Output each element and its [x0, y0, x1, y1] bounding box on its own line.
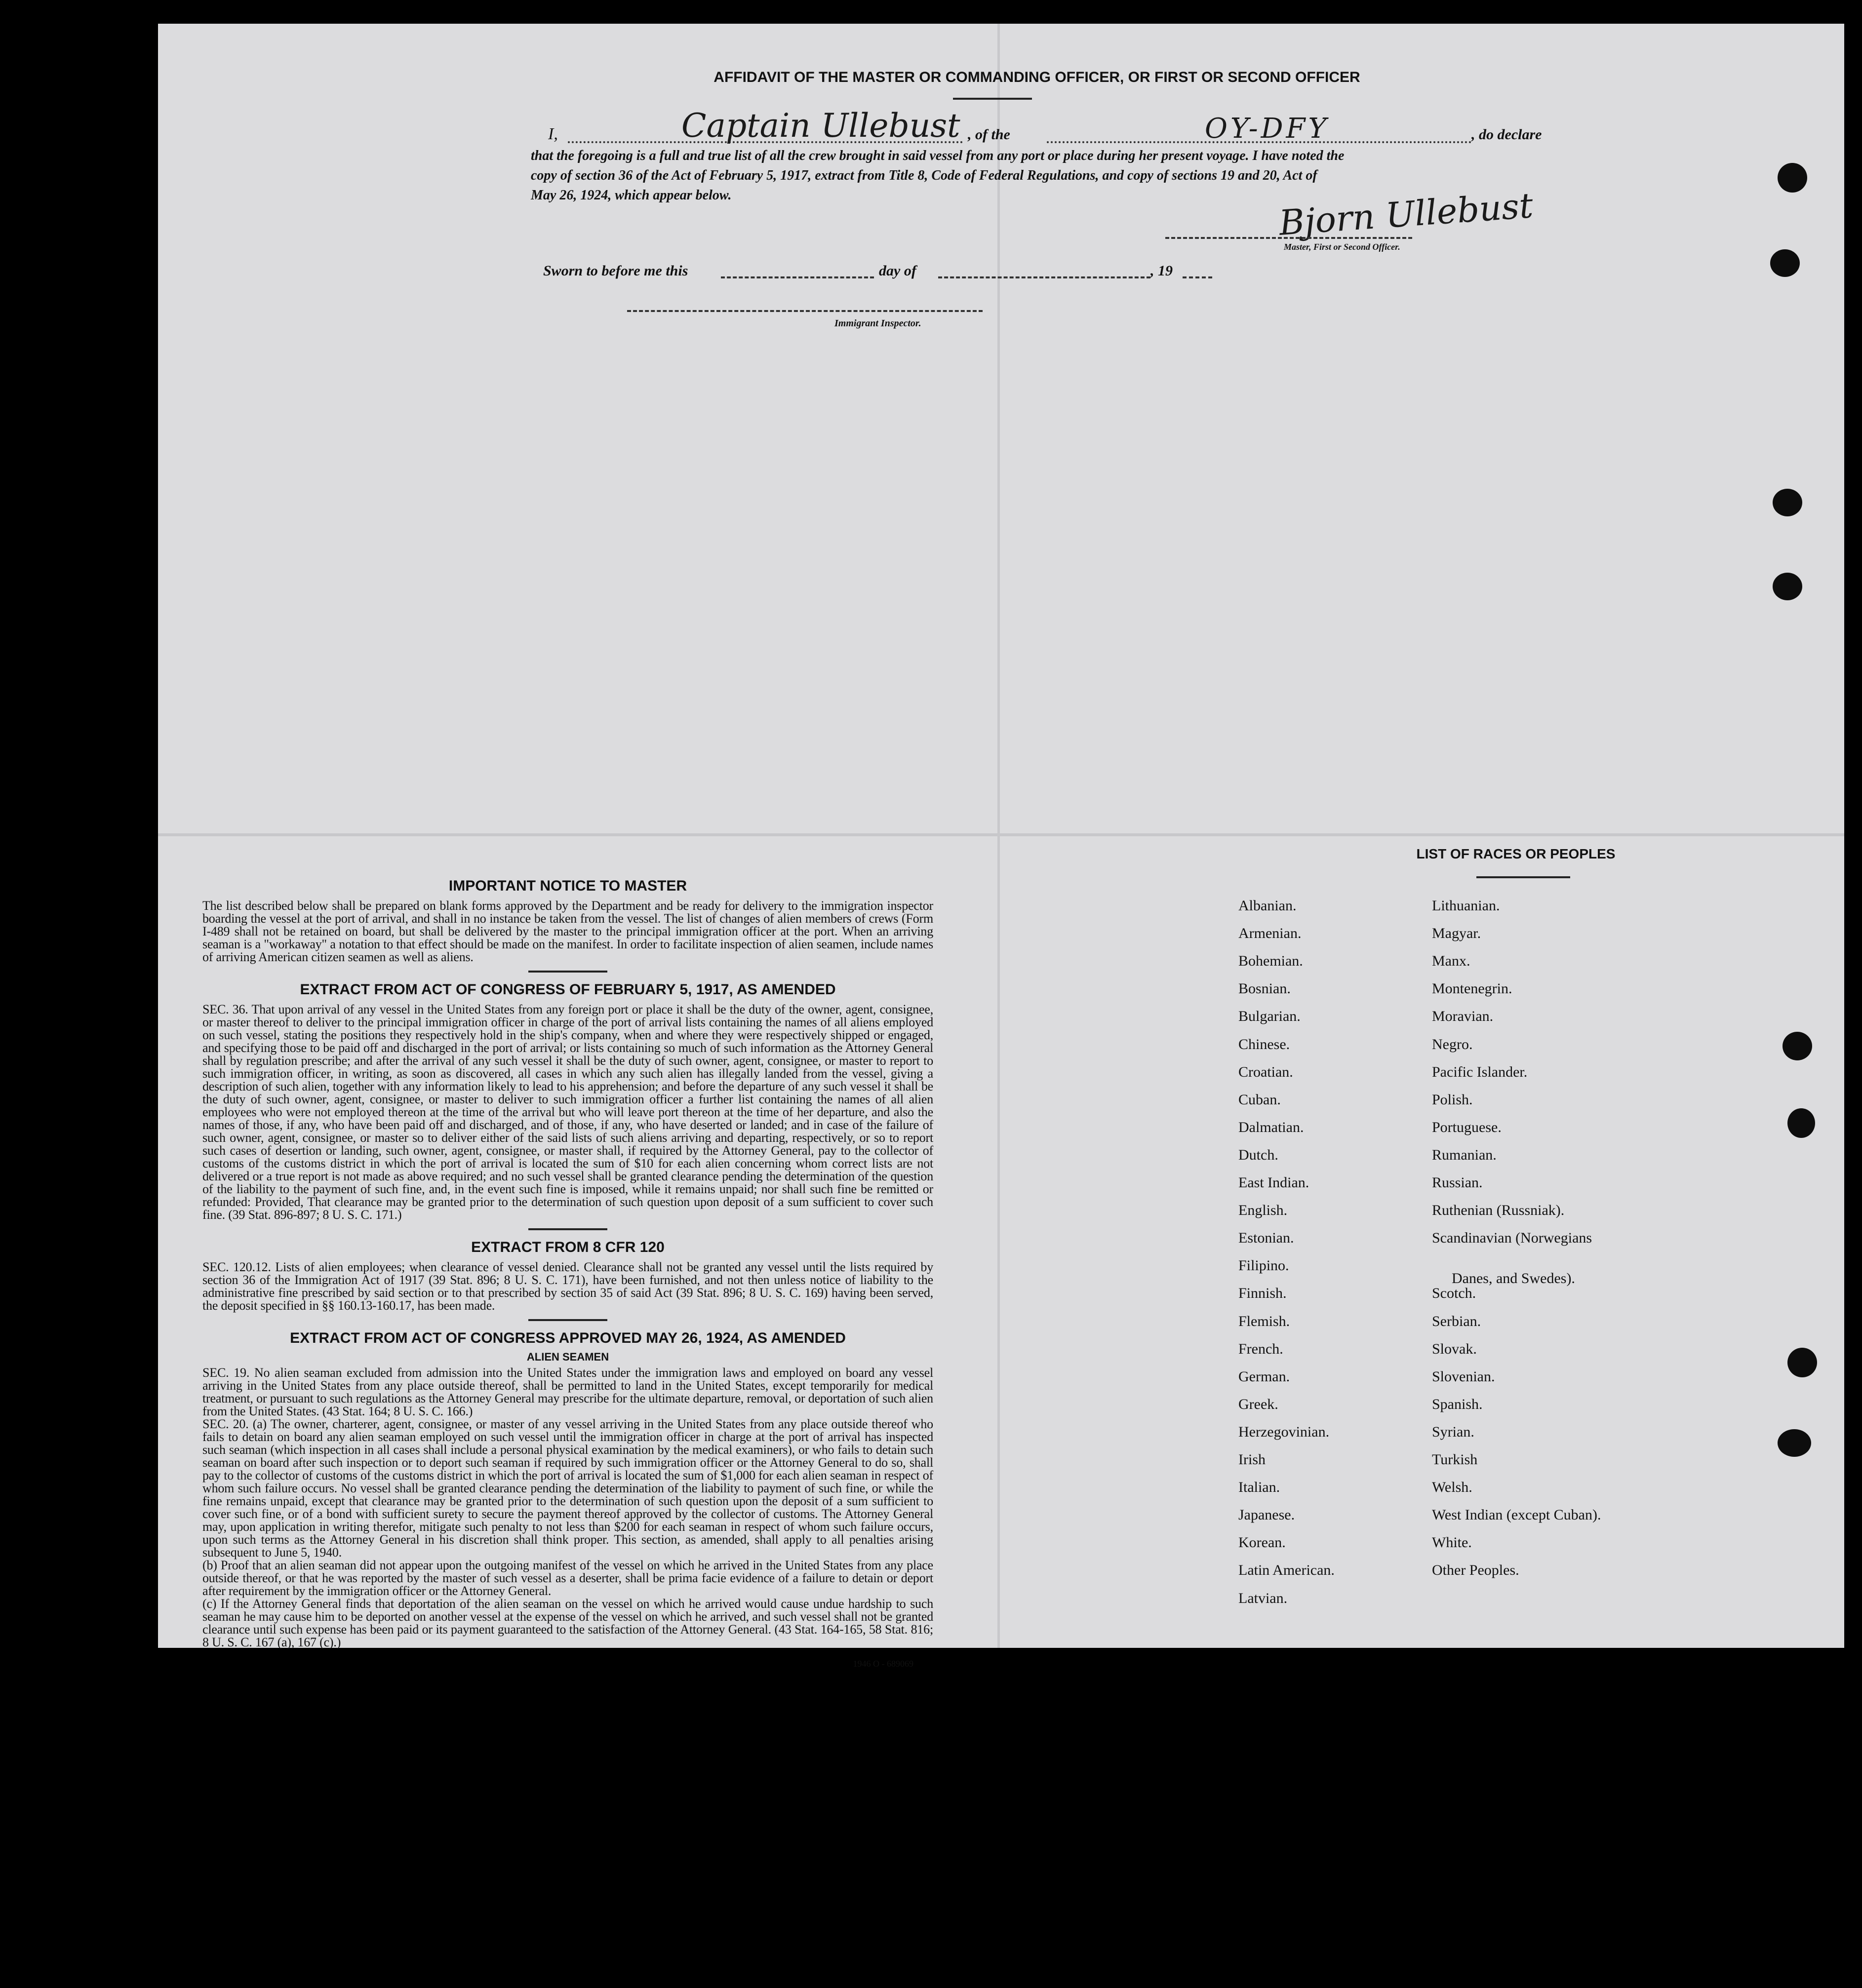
race-item: Montenegrin.: [1432, 980, 1512, 997]
race-item: Bosnian.: [1238, 980, 1291, 997]
sec20a-text: SEC. 20. (a) The owner, charterer, agent, consignee, or master of any vessel arriving in the United States from any place outside thereof who fails to detain on board any alien seaman employed on such vessel until the immigration officer in charge at the port of arrival has inspected such seaman (which inspection in all cases shall include a personal physical examination by the medical examiners), or who fails to detain such seaman on board after such inspection or to deport such seaman if required by such immigration officer or the Attorney General to do so, shall pay to the collector of customs of the customs district in which the port of arrival is located the sum of $1,000 for each alien seaman in respect of whom such failure occurs. No vessel shall be granted clearance pending the determination of the liability to payment of such fine, or while the fine remains unpaid, except that clearance may be granted prior to the determination of such question upon the deposit of a sum sufficient to cover such fine, or of a bond with sufficient surety to secure the payment thereof approved by the collector of customs. The Attorney General may, upon application in writing therefor, mitigate such penalty to not less than $200 for each seaman in respect of whom such failure occurs, upon such terms as the Attorney General in his discretion shall think proper. This section, as amended, shall apply to all penalties arising subsequent to June 5, 1940.: [202, 1417, 933, 1559]
year-label: , 19: [1150, 263, 1173, 279]
sworn-label: Sworn to before me this: [543, 263, 688, 279]
race-item: Magyar.: [1432, 925, 1481, 942]
do-declare-label: , do declare: [1471, 126, 1542, 143]
title-rule: [953, 98, 1032, 100]
race-item: Portuguese.: [1432, 1119, 1502, 1135]
binder-hole: [1787, 1348, 1817, 1377]
affidavit-line-4: May 26, 1924, which appear below.: [531, 188, 732, 203]
race-item: Other Peoples.: [1432, 1562, 1519, 1579]
notice-rule: [528, 971, 607, 973]
race-item: German.: [1238, 1368, 1290, 1385]
race-item: Herzegovinian.: [1238, 1423, 1330, 1440]
race-item: Scandinavian (Norwegians: [1432, 1230, 1592, 1247]
race-item: Irish: [1238, 1451, 1266, 1468]
race-item: Negro.: [1432, 1036, 1473, 1052]
of-the-label: , of the: [968, 126, 1010, 143]
race-item: Danes, and Swedes).: [1452, 1270, 1575, 1287]
race-item: Dalmatian.: [1238, 1119, 1304, 1135]
race-item: Japanese.: [1238, 1507, 1295, 1523]
sec20c-text: (c) If the Attorney General finds that deportation of the alien seaman on the vessel on which he arrived would cause undue hardship to such seaman he may cause him to be deported on another vessel at the expense of the vessel on which he arrived, and such vessel shall not be granted clearance until such expense has been paid or its payment guaranteed to the satisfaction of the Attorney General. (43 Stat. 164-165, 58 Stat. 816; 8 U. S. C. 167 (a), 167 (c).): [202, 1597, 933, 1649]
race-item: English.: [1238, 1202, 1288, 1219]
races-title: LIST OF RACES OR PEOPLES: [1416, 846, 1616, 861]
race-item: Filipino.: [1238, 1257, 1289, 1274]
extract-1924-title: EXTRACT FROM ACT OF CONGRESS APPROVED MAY 26, 1924, AS AMENDED: [290, 1330, 846, 1346]
binder-hole: [1787, 1108, 1815, 1138]
race-item: White.: [1432, 1534, 1472, 1551]
race-item: Pacific Islander.: [1432, 1063, 1528, 1080]
race-item: Moravian.: [1432, 1008, 1494, 1025]
race-item: Albanian.: [1238, 897, 1297, 914]
race-item: Rumanian.: [1432, 1146, 1497, 1163]
race-item: Flemish.: [1238, 1313, 1290, 1329]
extract-1924-subtitle: ALIEN SEAMEN: [526, 1351, 609, 1363]
binder-hole: [1778, 163, 1807, 193]
extract-cfr-text: SEC. 120.12. Lists of alien employees; when clearance of vessel denied. Clearance shall not be granted any vessel until the lists required by section 36 of the Immigration Act of 1917 (39 Stat. 896; 8 U. S. C. 171), have been furnished, and not then unless notice of liability to the administrative fine prescribed by said section or to that prescribed by section 35 of said Act (39 Stat. 896; 8 U. S. C. 169) having been served, the deposit specified in §§ 160.13-160.17, has been made.: [202, 1260, 933, 1313]
race-item: Scotch.: [1432, 1285, 1476, 1302]
declare-prefix: I,: [548, 125, 558, 143]
race-item: Spanish.: [1432, 1396, 1483, 1412]
sec19-text: SEC. 19. No alien seaman excluded from admission into the United States under the immigration laws and employed on board any vessel arriving in the United States from any place outside thereof, shall be permitted to land in the United States, except temporarily for medical treatment, or pursuant to such regulations as the Attorney General may prescribe for the ultimate departure, removal, or deportation of such alien from the United States. (43 Stat. 164; 8 U. S. C. 166.): [202, 1365, 933, 1418]
race-item: Slovenian.: [1432, 1368, 1495, 1385]
notice-text: The list described below shall be prepared on blank forms approved by the Department and be ready for delivery to the immigration inspector boarding the vessel at the port of arrival, and shall in no instance be taken from the vessel. The list of changes of alien members of crews (Form I-489 shall not be retained on board, but shall be delivered by the master to the principal immigration officer at the port. When an arriving seaman is a "workaway" a notation to that effect should be made on the manifest. In order to facilitate inspection of alien seamen, include names of arriving American citizen seamen as well as aliens.: [202, 898, 933, 964]
handwritten-name: Captain Ullebust: [681, 107, 960, 145]
binder-hole: [1778, 1429, 1811, 1457]
race-item: Armenian.: [1238, 925, 1302, 942]
race-item: Finnish.: [1238, 1285, 1287, 1302]
extract-cfr-rule: [528, 1319, 607, 1321]
race-item: Italian.: [1238, 1479, 1280, 1496]
race-item: Syrian.: [1432, 1423, 1474, 1440]
race-item: Serbian.: [1432, 1313, 1481, 1329]
affidavit-title: AFFIDAVIT OF THE MASTER OR COMMANDING OFFICER, OR FIRST OR SECOND OFFICER: [713, 69, 1360, 85]
extract-cfr-title: EXTRACT FROM 8 CFR 120: [471, 1239, 665, 1255]
extract-1917-rule: [528, 1228, 607, 1230]
printer-code: 1946 O - 689069: [853, 1659, 913, 1669]
notice-title: IMPORTANT NOTICE TO MASTER: [448, 878, 687, 894]
handwritten-vessel: OY-DFY: [1205, 113, 1330, 145]
sworn-month-line: [938, 276, 1150, 278]
race-item: Polish.: [1432, 1091, 1473, 1108]
notices-column: [202, 878, 933, 1669]
sec20b-text: (b) Proof that an alien seaman did not appear upon the outgoing manifest of the vessel on which he arrived in the United States from any place outside thereof, or that he was reported by the master of such vessel as a deserter, shall be prima facie evidence of a failure to detain or deport after requirement by the immigration officer or the Attorney General.: [202, 1558, 933, 1598]
inspector-caption: Immigrant Inspector.: [834, 318, 921, 329]
race-item: Latvian.: [1238, 1590, 1288, 1606]
sworn-day-line: [721, 276, 874, 278]
race-item: Turkish: [1432, 1451, 1478, 1468]
signature-line: [1165, 237, 1412, 239]
race-item: French.: [1238, 1340, 1283, 1357]
race-item: Ruthenian (Russniak).: [1432, 1202, 1565, 1219]
extract-1917-title: EXTRACT FROM ACT OF CONGRESS OF FEBRUARY 5, 1917, AS AMENDED: [300, 981, 836, 998]
race-item: Chinese.: [1238, 1036, 1290, 1052]
race-item: Bulgarian.: [1238, 1008, 1301, 1025]
affidavit-line-3: copy of section 36 of the Act of February 5, 1917, extract from Title 8, Code of Federal Regulations, and copy of sections 19 and 20, Act of: [531, 168, 1317, 183]
race-item: Bohemian.: [1238, 953, 1303, 970]
race-item: Cuban.: [1238, 1091, 1281, 1108]
year-line: [1183, 276, 1212, 278]
vertical-fold: [997, 24, 1000, 1648]
race-item: West Indian (except Cuban).: [1432, 1507, 1601, 1523]
race-item: Lithuanian.: [1432, 897, 1500, 914]
affidavit-line-2: that the foregoing is a full and true list of all the crew brought in said vessel from any port or place during her present voyage. I have noted the: [531, 148, 1345, 163]
inspector-line: [627, 310, 983, 312]
signature: Bjorn Ullebust: [1277, 185, 1535, 243]
race-item: Manx.: [1432, 953, 1470, 970]
race-item: Russian.: [1432, 1174, 1483, 1191]
race-item: East Indian.: [1238, 1174, 1309, 1191]
horizontal-fold: [158, 833, 1844, 836]
day-of-label: day of: [879, 263, 916, 279]
race-item: Slovak.: [1432, 1340, 1477, 1357]
race-item: Croatian.: [1238, 1063, 1293, 1080]
race-item: Estonian.: [1238, 1230, 1294, 1247]
binder-hole: [1770, 249, 1800, 277]
signature-caption: Master, First or Second Officer.: [1284, 242, 1400, 252]
race-item: Korean.: [1238, 1534, 1286, 1551]
binder-hole: [1773, 489, 1802, 516]
document-page: [158, 24, 1844, 1669]
race-item: Latin American.: [1238, 1562, 1335, 1579]
binder-hole: [1773, 573, 1802, 600]
extract-1917-text: SEC. 36. That upon arrival of any vessel in the United States from any foreign port or place it shall be the duty of the owner, agent, consignee, or master thereof to deliver to the principal immigration officer in charge of the port of arrival lists containing the names of all aliens employed on such vessel, stating the positions they respectively hold in the ship's company, when and where they were respectively shipped or engaged, and specifying those to be paid off and discharged in the port of arrival; or lists containing so much of such information as the Attorney General shall by regulation prescribe; and after the arrival of any such vessel it shall be the duty of such owner, agent, consignee, or master to report to such immigration officer, in writing, as soon as discovered, all cases in which any such alien has illegally landed from the vessel, giving a description of such alien, together with any information likely to lead to his apprehension; and before the departure of any such vessel it shall be the duty of such owner, agent, consignee, or master to deliver to such immigration officer a further list containing the names of all alien employees who were not employed thereon at the time of the arrival but who will leave port thereon at the time of her departure, and also the names of those, if any, who have been paid off and discharged, and of those, if any, who have deserted or landed; and in case of the failure of such owner, agent, consignee, or master so to deliver either of the said lists of such aliens arriving and departing, respectively, or so to report such cases of desertion or landing, such owner, agent, consignee, or master shall, if required by the Attorney General, pay to the collector of customs of the customs district in which the port of arrival is located the sum of $10 for each alien concerning whom correct lists are not delivered or a true report is not made as above required; and no such vessel shall be granted clearance pending the determination of the question of the liability to the payment of such fine, and, in the event such fine is imposed, while it remains unpaid; nor shall such fine be remitted or refunded: Provided, That clearance may be granted prior to the determination of such question upon deposit of a sum sufficient to cover such fine. (39 Stat. 896-897; 8 U. S. C. 171.): [202, 1002, 933, 1222]
race-item: Dutch.: [1238, 1146, 1278, 1163]
races-rule: [1476, 876, 1570, 878]
binder-hole: [1783, 1032, 1812, 1060]
race-item: Welsh.: [1432, 1479, 1472, 1496]
race-item: Greek.: [1238, 1396, 1278, 1412]
